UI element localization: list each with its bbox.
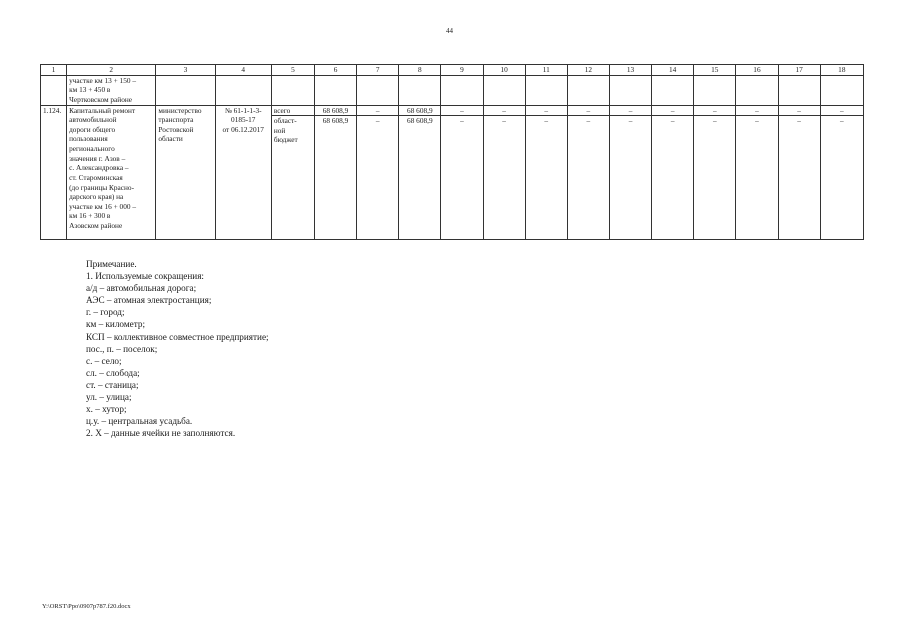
- row-number-cell: 1.124.: [41, 105, 67, 240]
- value-cell: –: [357, 116, 399, 240]
- footer-file-path: Y:\ORST\Ppo\0907p787.f20.docx: [42, 603, 131, 610]
- header-cell: 6: [314, 65, 356, 76]
- table-cell: [820, 75, 863, 105]
- value-cell: –: [609, 116, 651, 240]
- header-cell: 18: [820, 65, 863, 76]
- notes-item: 1. Используемые сокращения:: [86, 271, 204, 282]
- object-name-cell: [67, 105, 156, 240]
- table-cell: [399, 75, 441, 105]
- value-cell: –: [525, 105, 567, 116]
- cell-line: регионального: [69, 144, 115, 153]
- header-cell: 14: [652, 65, 694, 76]
- header-cell: 16: [736, 65, 778, 76]
- header-cell: 7: [357, 65, 399, 76]
- value-cell: –: [736, 116, 778, 240]
- header-cell: 15: [694, 65, 736, 76]
- notes-item: сл. – слобода;: [86, 367, 140, 378]
- table-cell: [156, 75, 215, 105]
- value-cell: 68 608,9: [399, 105, 441, 116]
- table-header-row: [41, 65, 864, 76]
- notes-heading: Примечание.: [86, 259, 137, 269]
- header-cell: 9: [441, 65, 483, 76]
- notes-item: ц.у. – центральная усадьба.: [86, 416, 193, 427]
- cell-line: значения г. Азов –: [69, 153, 126, 163]
- table-row-1-124-total: [41, 105, 864, 116]
- value-cell: –: [609, 105, 651, 116]
- table-cell: [357, 75, 399, 105]
- table-cell: [41, 75, 67, 105]
- notes-item: АЭС – атомная электростанция;: [86, 295, 212, 306]
- value-cell: –: [525, 116, 567, 240]
- notes-item: а/д – автомобильная дорога;: [86, 283, 197, 294]
- value-cell: –: [567, 105, 609, 116]
- table-cell: [271, 75, 314, 105]
- cell-line: 0185-17: [231, 115, 256, 125]
- cell-line: Ростовской: [158, 124, 194, 134]
- data-table: [40, 64, 864, 240]
- table-cell: [736, 75, 778, 105]
- notes-item: с. – село;: [86, 355, 122, 366]
- cell-line: автомобильной: [69, 115, 117, 125]
- table-cell: [694, 75, 736, 105]
- value-cell: 68 608,9: [314, 116, 356, 240]
- value-cell: –: [652, 105, 694, 116]
- value-cell: –: [736, 105, 778, 116]
- value-cell: 68 608,9: [399, 116, 441, 240]
- header-cell: 13: [609, 65, 651, 76]
- notes-item: 2. Х – данные ячейки не заполняются.: [86, 428, 236, 439]
- source-total-cell: всего: [271, 105, 314, 116]
- table-cell: [525, 75, 567, 105]
- header-cell: 3: [156, 65, 215, 76]
- cell-line: № 61-1-1-3-: [224, 105, 262, 115]
- cell-line: км 16 + 300 в: [69, 211, 111, 221]
- organization-cell: [156, 105, 215, 240]
- header-cell: 11: [525, 65, 567, 76]
- document-cell: [215, 105, 271, 240]
- table-cell: [441, 75, 483, 105]
- cell-line: км 13 + 450 в: [69, 85, 111, 95]
- cell-line: министерство: [158, 105, 202, 115]
- header-cell: 2: [67, 65, 156, 76]
- notes-item: КСП – коллективное совместное предприятие;: [86, 331, 269, 342]
- notes-block: [86, 258, 269, 439]
- value-cell: –: [694, 105, 736, 116]
- cell-line: ст. Староминская: [69, 172, 123, 182]
- cell-line: участке км 13 + 150 –: [69, 75, 136, 85]
- table-row-continuation: [41, 75, 864, 105]
- cell-line: бюджет: [273, 135, 298, 145]
- header-cell: 1: [41, 65, 67, 76]
- cell-line: пользования: [69, 134, 108, 144]
- cell-line: дороги общего: [69, 124, 116, 134]
- notes-item: х. – хутор;: [86, 404, 127, 415]
- value-cell: –: [778, 105, 820, 116]
- cell-line: области: [158, 134, 183, 144]
- value-cell: 68 608,9: [314, 105, 356, 116]
- table-cell: [314, 75, 356, 105]
- header-cell: 10: [483, 65, 525, 76]
- value-cell: –: [357, 105, 399, 116]
- value-cell: –: [778, 116, 820, 240]
- cell-line: транспорта: [158, 115, 194, 125]
- cell-line: Азовском районе: [69, 221, 123, 230]
- cell-line: участке км 16 + 000 –: [69, 201, 136, 211]
- page-number: 44: [446, 27, 453, 35]
- notes-item: ул. – улица;: [86, 392, 132, 403]
- header-cell: 4: [215, 65, 271, 76]
- cell-line: ной: [273, 125, 286, 135]
- cell-line: (до границы Красно-: [69, 182, 135, 192]
- cell-line: област-: [273, 116, 297, 126]
- notes-item: км – километр;: [86, 319, 146, 330]
- table-cell: [483, 75, 525, 105]
- table-cell: [609, 75, 651, 105]
- cell-line: с. Александровка –: [69, 163, 129, 173]
- header-cell: 8: [399, 65, 441, 76]
- notes-item: ст. – станица;: [86, 379, 139, 390]
- value-cell: –: [441, 116, 483, 240]
- value-cell: –: [483, 116, 525, 240]
- header-cell: 5: [271, 65, 314, 76]
- value-cell: –: [441, 105, 483, 116]
- continuation-name-cell: [67, 75, 156, 105]
- header-cell: 17: [778, 65, 820, 76]
- cell-line: Капитальный ремонт: [69, 105, 136, 115]
- notes-item: пос., п. – поселок;: [86, 343, 158, 354]
- value-cell: –: [694, 116, 736, 240]
- value-cell: –: [483, 105, 525, 116]
- value-cell: –: [652, 116, 694, 240]
- value-cell: –: [820, 116, 863, 240]
- table-cell: [215, 75, 271, 105]
- table-cell: [567, 75, 609, 105]
- cell-line: Чертковском районе: [69, 94, 132, 104]
- header-cell: 12: [567, 65, 609, 76]
- source-regional-cell: [271, 116, 314, 240]
- value-cell: –: [567, 116, 609, 240]
- table-cell: [778, 75, 820, 105]
- value-cell: –: [820, 105, 863, 116]
- cell-line: дарского края) на: [69, 192, 124, 202]
- table-cell: [652, 75, 694, 105]
- cell-line: от 06.12.2017: [222, 124, 264, 134]
- notes-item: г. – город;: [86, 307, 125, 318]
